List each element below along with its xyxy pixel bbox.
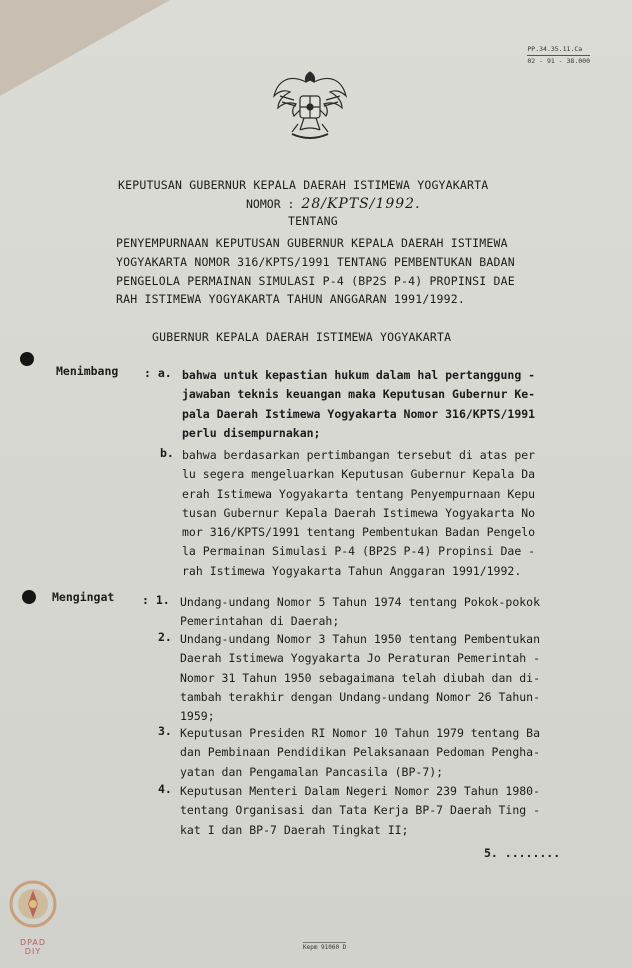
subject-line-2: YOGYAKARTA NOMOR 316/KPTS/1991 TENTANG PEMBENTUKAN BADAN: [116, 255, 515, 269]
punch-hole-mark: [22, 590, 36, 604]
text-line: erah Istimewa Yogyakarta tentang Penyempurnaan Kepu: [182, 486, 536, 501]
text-line: jawaban teknis keuangan maka Keputusan Gubernur Ke-: [182, 387, 536, 402]
decree-number-value: 28/KPTS/1992.: [301, 196, 421, 212]
stamp-label: [10, 938, 56, 956]
punch-hole-mark: [20, 352, 34, 366]
mengingat-label: Mengingat: [52, 590, 115, 604]
tentang-heading: TENTANG: [288, 214, 338, 228]
mengingat-3-marker: 3.: [158, 724, 172, 738]
decree-title: KEPUTUSAN GUBERNUR KEPALA DAERAH ISTIMEWA YOGYAKARTA: [118, 178, 489, 192]
text-line: dan Pembinaan Pendidikan Pelaksanaan Pedoman Pengha-: [180, 745, 541, 760]
text-line: pala Daerah Istimewa Yogyakarta Nomor 316/KPTS/1991: [182, 406, 536, 421]
subject-line-3: PENGELOLA PERMAINAN SIMULASI P-4 (BP2S P-4) PROPINSI DAE: [116, 274, 515, 288]
mengingat-2-text: [180, 630, 540, 726]
text-line: tentang Organisasi dan Tata Kerja BP-7 Daerah Ting -: [180, 803, 541, 818]
text-line: lu segera mengeluarkan Keputusan Gubernur Kepala Da: [182, 467, 536, 482]
text-line: kat I dan BP-7 Daerah Tingkat II;: [180, 822, 409, 837]
subject-line-4: RAH ISTIMEWA YOGYAKARTA TAHUN ANGGARAN 1991/1992.: [116, 292, 466, 306]
text-line: Daerah Istimewa Yogyakarta Jo Peraturan Pemerintah -: [180, 651, 541, 666]
mengingat-1-text: [180, 593, 540, 632]
archive-stamp-icon: [8, 876, 58, 936]
code-line-1: PP.34.35.11.Ca: [527, 44, 590, 56]
mengingat-4-marker: 4.: [158, 782, 172, 796]
text-line: mor 316/KPTS/1991 tentang Pembentukan Badan Pengelo: [182, 525, 536, 540]
text-line: perlu disempurnakan;: [182, 425, 321, 440]
menimbang-b-text: [182, 446, 535, 581]
document-code: [527, 44, 590, 66]
text-line: tusan Gubernur Kepala Daerah Istimewa Yogyakarta No: [182, 505, 536, 520]
menimbang-a-text: [182, 366, 535, 443]
menimbang-b-marker: b.: [160, 446, 174, 460]
decree-number-label: NOMOR :: [246, 197, 295, 211]
text-line: bahwa berdasarkan pertimbangan tersebut di atas per: [182, 448, 536, 462]
menimbang-a-marker: : a.: [144, 366, 172, 380]
subject-line-1: PENYEMPURNAAN KEPUTUSAN GUBERNUR KEPALA DAERAH ISTIMEWA: [116, 236, 508, 250]
text-line: Nomor 31 Tahun 1950 sebagaimana telah diubah dan di-: [180, 670, 541, 685]
menimbang-label: Menimbang: [56, 364, 119, 378]
text-line: Pemerintahan di Daerah;: [180, 614, 340, 629]
text-line: Keputusan Menteri Dalam Negeri Nomor 239 Tahun 1980-: [180, 784, 541, 798]
text-line: Undang-undang Nomor 3 Tahun 1950 tentang Pembentukan: [180, 632, 541, 646]
text-line: Keputusan Presiden RI Nomor 10 Tahun 1979 tentang Ba: [180, 726, 541, 740]
text-line: yatan dan Pengamalan Pancasila (BP-7);: [180, 764, 444, 779]
text-line: bahwa untuk kepastian hukum dalam hal pertanggung -: [182, 368, 536, 382]
stamp-line: DIY: [24, 947, 42, 956]
authority-heading: GUBERNUR KEPALA DAERAH ISTIMEWA YOGYAKARTA: [152, 330, 452, 344]
text-line: Undang-undang Nomor 5 Tahun 1974 tentang Pokok-pokok: [180, 595, 541, 609]
mengingat-2-marker: 2.: [158, 630, 172, 644]
mengingat-3-text: [180, 724, 540, 782]
mengingat-1-marker: : 1.: [142, 593, 170, 607]
code-line-2: 02 - 91 - 38.000: [527, 57, 590, 65]
decree-number: [246, 196, 421, 212]
folded-corner: [0, 0, 170, 96]
text-line: 1959;: [180, 709, 215, 724]
continuation-marker: 5. ........: [484, 846, 561, 860]
text-line: tambah terakhir dengan Undang-undang Nomor 26 Tahun-: [180, 689, 541, 704]
stamp-line: DPAD: [19, 938, 47, 947]
garuda-emblem-icon: [270, 66, 350, 146]
text-line: la Permainan Simulasi P-4 (BP2S P-4) Propinsi Dae -: [182, 544, 536, 559]
form-footer-code: Kepm 91060 D: [303, 944, 347, 951]
text-line: rah Istimewa Yogyakarta Tahun Anggaran 1991/1992.: [182, 563, 522, 578]
mengingat-4-text: [180, 782, 540, 840]
